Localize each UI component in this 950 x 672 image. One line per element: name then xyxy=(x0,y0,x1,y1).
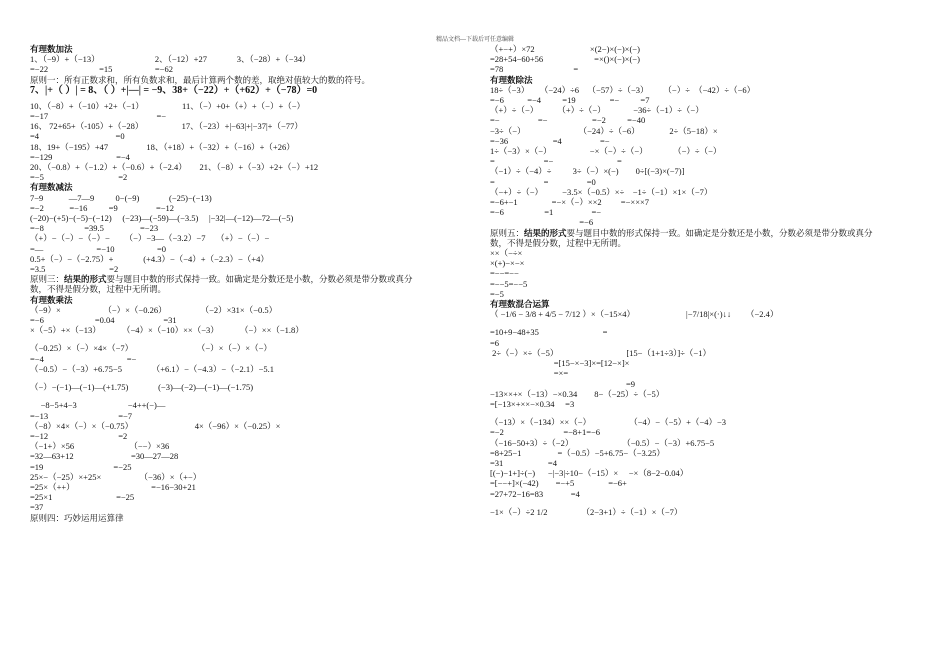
exercise-line: 10、（−8）+（−10）+2+（−1） 11、（−）+0+（+）+（−）+（−） xyxy=(30,100,306,111)
exercise-line: −3÷（−） （−24）÷（−6） 2÷（5−18）× xyxy=(490,125,718,136)
exercise-line xyxy=(30,374,460,382)
exercise-line: =−22 =15 =−62 xyxy=(30,64,173,75)
exercise-line: =−6+−1 =−×（−）××2 =−×××7 xyxy=(490,197,650,208)
exercise-line: =10+9−48+35 = xyxy=(490,327,608,338)
exercise-line: （−8）×4×（−）×（−0.75） 4×（−96）×（−0.25）× xyxy=(30,420,281,431)
rule-three-label: 原则三： xyxy=(30,274,65,285)
exercise-line: 7−9 —7—9 0−(−9) (−25)−(−13) xyxy=(30,192,212,203)
exercise-line: = = =0 xyxy=(490,176,596,187)
rule-three-continued: 数，不得是假分数，过程中无所谓。 xyxy=(30,284,167,295)
rule-five-exercises xyxy=(490,248,920,299)
rule-three-text: 要与题目中数的形式保持一致。如确定是分数还是小数，分数必须是带分数或真分 xyxy=(106,274,413,285)
exercise-line: =−−5=−−5 xyxy=(490,278,528,289)
exercise-line: =−8 =39.5 =−23 xyxy=(30,223,159,234)
exercise-line: （−9）× （−）×（−0.26） （−2）×31×（−0.5） xyxy=(30,304,278,315)
exercise-line: =27+72−16=83 =4 xyxy=(490,488,580,499)
exercise-line: −8−5+4−3 −4++(−)— xyxy=(30,400,166,411)
exercise-line: −13××+×（−13）−×0.34 8−（−25）÷（−5） xyxy=(490,388,665,399)
section-title-division: 有理数除法 xyxy=(490,74,533,85)
exercise-line: =−6 xyxy=(490,217,594,228)
exercise-line: （−1+）×56 （−−）×36 xyxy=(30,441,170,452)
exercise-line: =78 = xyxy=(490,64,579,75)
subtraction-exercises xyxy=(30,193,460,275)
exercise-line: =−12 =2 xyxy=(30,430,128,441)
exercise-line: =−2 =−16 =9 =−12 xyxy=(30,202,175,213)
exercise-line: 1、（−9）+（−13） 2、（−12）+27 3、（−28）+（−34） xyxy=(30,54,311,65)
exercise-line: ×（−5）+×（−13） （−4）×（−10）××（−3） （−）××（−1.8） xyxy=(30,325,304,336)
exercise-line: =37 xyxy=(30,502,44,513)
exercise-line xyxy=(490,319,920,327)
exercise-line xyxy=(30,335,460,343)
exercise-line: 2÷（−）×÷（−5） [15−（1+1÷3）]÷（−1） xyxy=(490,347,711,358)
exercise-line: =— =−10 =0 xyxy=(30,243,167,254)
addition-exercises xyxy=(30,54,460,85)
exercise-line: =32—63+12 =30—27—28 xyxy=(30,451,179,462)
exercise-line: =[15−×−3]×=[12−×]× xyxy=(490,358,630,369)
exercise-line xyxy=(490,499,920,507)
exercise-line: =−6 =−4 =19 =− =7 xyxy=(490,95,650,106)
rule-three xyxy=(30,274,460,284)
division-exercises xyxy=(490,85,920,228)
exercise-line: （−0.25）×（−）×4×（−7） （−）×（−）×（−） xyxy=(30,343,272,354)
continued-exercises xyxy=(490,44,920,75)
exercise-line: [(−)−1+]÷(−) −|−3|÷10−（−15）× −×（8−2−0.04） xyxy=(490,468,689,479)
section-title-multiplication: 有理数乘法 xyxy=(30,294,73,305)
exercise-line: 18÷（−3） （−24）÷6 （−57）÷（−3） （−）÷ （−42）÷（−6） xyxy=(490,84,756,95)
exercise-line: （−）−(−1)—(−1)—(+1.75) (−3)—(−2)—(−1)—(−1.75) xyxy=(30,382,254,393)
exercise-line: =9 xyxy=(490,378,636,389)
addition-bold-line: 7、|+（ ）| = 8、（ ）+|—| = −9、38+（−22）+（+62）+（−78）=0 xyxy=(30,84,318,96)
exercise-line: =25×1 =−25 xyxy=(30,492,135,503)
exercise-line: =19 =−25 xyxy=(30,461,132,472)
exercise-line: （−16−50+3）÷（−2） （−0.5）−（−3）+6.75−5 xyxy=(490,437,715,448)
exercise-line: （−13）×（−134）××（−） （−4）−（−5）+（−4）−3 xyxy=(490,417,727,428)
rule-four: 原则四：巧妙运用运算律 xyxy=(30,512,124,523)
exercise-line: 16、 72+65+（-105）+（−28） 17、（−23）+|−63|+|−37|+（−77） xyxy=(30,121,303,132)
exercise-line: =6 xyxy=(490,337,500,348)
exercise-line: 20、（−0.8）+（−1.2）+（−0.6）+（−2.4） 21、（−8）+（−3）+2+（−）+12 xyxy=(30,162,319,173)
exercise-line: =−36 =4 =− xyxy=(490,135,610,146)
exercise-line xyxy=(490,409,920,417)
exercise-line: ××（−÷× xyxy=(490,248,523,259)
exercise-line: =−5 xyxy=(490,288,504,299)
rule-five xyxy=(490,228,920,238)
exercise-line: =−6 =0.04 =31 xyxy=(30,315,177,326)
exercise-line: （+）−（−）−（−）− （−）−3—（−3.2）−7 （+）−（−）− xyxy=(30,233,270,244)
exercise-line xyxy=(30,392,460,400)
exercise-line: −1×（−）÷2 1/2 （2−3+1）÷（−1）×（−7） xyxy=(490,506,683,517)
exercise-line: ×(+)−×−× xyxy=(490,258,525,269)
section-title-mixed: 有理数混合运算 xyxy=(490,299,550,310)
right-column xyxy=(490,44,920,517)
rule-five-label: 原则五： xyxy=(490,227,525,238)
rule-five-text: 要与题目中数的形式保持一致。如确定是分数还是小数，分数必须是带分数或真分 xyxy=(566,227,873,238)
exercise-line: =−−=−− xyxy=(490,268,519,279)
exercise-line: =4 =0 xyxy=(30,131,125,142)
left-column xyxy=(30,44,460,523)
rule-five-bold: 结果的形式 xyxy=(524,227,567,238)
exercise-line: =− =− =−2 =−40 xyxy=(490,115,646,126)
exercise-line: =−4 =− xyxy=(30,353,137,364)
exercise-line: (−20)−(+5)−(−5)−(−12) (−23)—(−59)—(−3.5) |−32|—(−12)—72—(−5) xyxy=(30,213,294,224)
exercise-line: 原则一：所有正数求和，所有负数求和，最后计算两个数的差，取绝对值较大的数的符号。 xyxy=(30,74,371,85)
exercise-line: = =− = xyxy=(490,156,622,167)
exercise-line: （ −1/6 − 3/8 + 4/5 − 7/12 ）×（−15×4） |−7/18|×(·)↓↓ （−2.4） xyxy=(490,309,779,320)
exercise-line: 18、19+（−195）+47 18、（+18）+（−32）+（−16）+（+26） xyxy=(30,141,295,152)
exercise-line: 1÷（−3）×（−） −×（−）÷（−） （−）÷（−） xyxy=(490,146,722,157)
exercise-line: =3.5 =2 xyxy=(30,264,119,275)
addition-exercises-2 xyxy=(30,101,460,183)
page-header: 精品文档---下载后可任意编辑 xyxy=(436,37,514,43)
exercise-line: =28+54−60+56 =×()×(−)×(−) xyxy=(490,54,640,65)
exercise-line: =−6 =1 =− xyxy=(490,207,602,218)
exercise-line: 25×−（−25）×+25× （−36）×（+−） xyxy=(30,471,202,482)
exercise-line: =−129 =−4 xyxy=(30,151,130,162)
section-title-addition: 有理数加法 xyxy=(30,44,73,54)
exercise-line: （−+）÷（−） −3.5×（−0.5）×÷ −1÷（−1）×1×（−7） xyxy=(490,186,713,197)
multiplication-exercises xyxy=(30,305,460,513)
rule-five-continued: 数，不得是假分数，过程中无所谓。 xyxy=(490,237,627,248)
exercise-line: （−0.5）−（−3）+6.75−5 （+6.1）−（−4.3）−（−2.1）−5.1 xyxy=(30,363,274,374)
exercise-line: 0.5+（−）−（−2.75）+ (+4.3）−（−4）+（−2.3）−（+4） xyxy=(30,253,269,264)
exercise-line: =−17 =− xyxy=(30,111,167,122)
rule-three-bold: 结果的形式 xyxy=(64,274,107,285)
exercise-line: =×= xyxy=(490,368,569,379)
exercise-line: =[−13×+××−×0.34 =3 xyxy=(490,398,575,409)
exercise-line: =31 =4 xyxy=(490,457,557,468)
exercise-line: =25×（++） =−16−30+21 xyxy=(30,481,196,492)
exercise-line: =8+25−1 =（−0.5）−5+6.75−（−3.25） xyxy=(490,447,665,458)
exercise-line: =[−−+]×(−42) =−+5 =−6+ xyxy=(490,478,627,489)
exercise-line: =−5 =2 xyxy=(30,172,128,183)
section-title-subtraction: 有理数减法 xyxy=(30,182,73,193)
exercise-line: （−1）÷（−4）÷ 3÷（−）×(−) 0÷[(−3)×(−7)] xyxy=(490,166,685,177)
exercise-line: =−2 =−8+1=−6 xyxy=(490,427,601,438)
mixed-operation-exercises xyxy=(490,309,920,517)
exercise-line: （+）÷（−） （+）÷（−） −36÷（−1）÷（−） xyxy=(490,105,704,116)
exercise-line: （+−+）×72 ×(2−)×(−)×(−) xyxy=(490,44,640,54)
exercise-line: =−13 =−7 xyxy=(30,410,133,421)
